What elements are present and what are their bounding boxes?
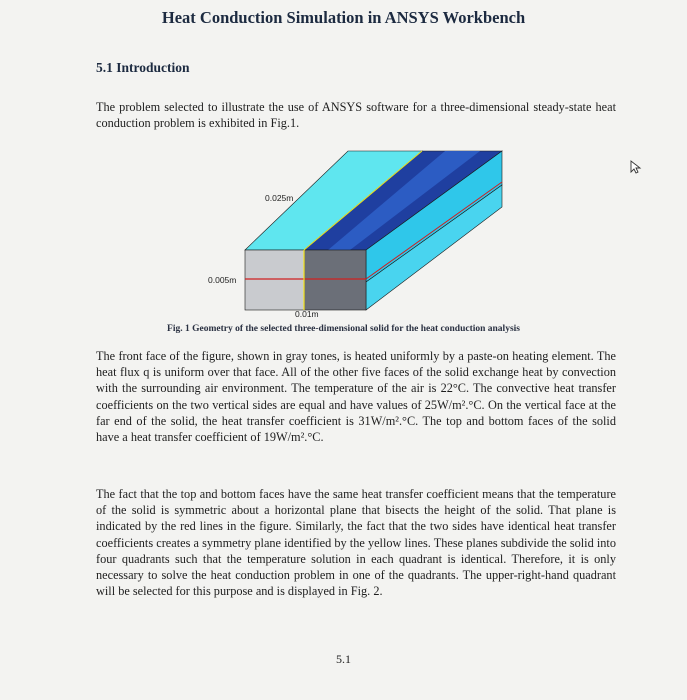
length-label: 0.025m — [265, 193, 294, 203]
heat-flux-paragraph: The front face of the figure, shown in gray tones, is heated uniformly by a paste-on heating element. The heat flux q is uniform over that face. All of the other five faces of the solid exchange heat by convection with the surrounding air environment. The temperature of the air is 22°C. The convective heat transfer coefficients on the two vertical sides are equal and have values of 25W/m².°C. On the vertical face at the far end of the solid, the heat transfer coefficient is 31W/m².°C. The top and bottom faces of the solid have a heat transfer coefficient of 19W/m².°C. — [96, 349, 616, 445]
page-number: 5.1 — [336, 652, 351, 666]
width-label: 0.01m — [295, 309, 319, 319]
solid-geometry-figure — [200, 145, 510, 320]
symmetry-paragraph: The fact that the top and bottom faces have the same heat transfer coefficient means that the temperature of the solid is symmetric about a horizontal plane that bisects the height of the solid. That plane is indicated by the red lines in the figure. Similarly, the fact that the two sides have identical heat transfer coefficients creates a symmetry plane identified by the yellow lines. These planes subdivide the solid into four quadrants such that the temperature solution in each quadrant is identical. Therefore, it is only necessary to solve the heat conduction problem in one of the quadrants. The upper-right-hand quadrant will be selected for this purpose and is displayed in Fig. 2. — [96, 487, 616, 599]
intro-paragraph: The problem selected to illustrate the use of ANSYS software for a three-dimensional steady-state heat conduction problem is exhibited in Fig.1. — [96, 100, 616, 131]
figure-caption: Fig. 1 Geometry of the selected three-dimensional solid for the heat conduction analysis — [167, 324, 520, 334]
mouse-cursor-icon — [630, 160, 642, 174]
height-label: 0.005m — [208, 275, 237, 285]
front-face-right — [304, 250, 366, 310]
section-heading: 5.1 Introduction — [96, 60, 190, 75]
page-title: Heat Conduction Simulation in ANSYS Workbench — [161, 8, 526, 27]
front-face-left — [245, 250, 304, 310]
